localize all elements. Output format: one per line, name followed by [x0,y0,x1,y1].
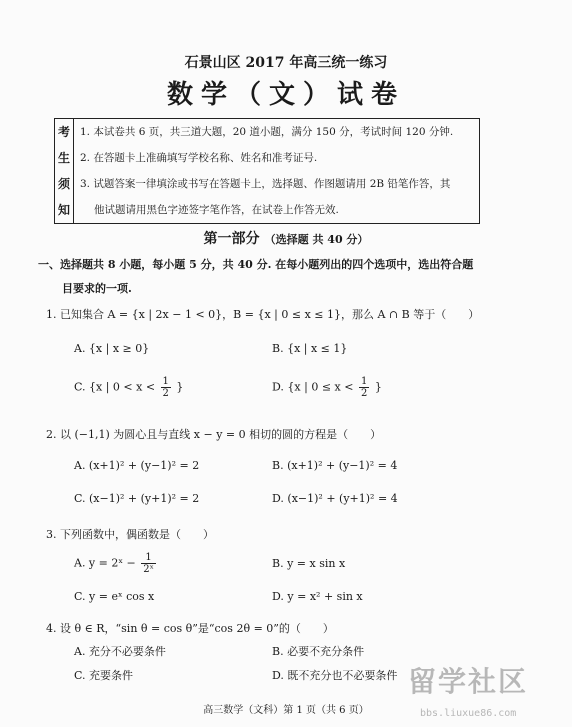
exam-subtitle: 石景山区 2017 年高三统一练习 [184,55,388,71]
option-text: } [374,380,382,394]
question-2-option-d: D. (x−1)² + (y+1)² = 4 [272,492,398,505]
notice-item: 1. 本试卷共 6 页，共三道大题，20 道小题，满分 150 分，考试时间 120 分钟. [80,126,454,138]
fraction-denominator: 2 [162,388,169,399]
fraction-denominator: 2 [360,388,368,399]
question-3-option-d: D. y = x² + sin x [272,590,363,603]
question-2-stem: 2. 以 (−1,1) 为圆心且与直线 x − y = 0 相切的圆的方程是（ ） [46,428,382,441]
notice-label-char: 考 [57,125,70,139]
exam-notice-box [54,118,480,224]
notice-label-char: 知 [57,203,70,217]
notice-item: 2. 在答题卡上准确填写学校名称、姓名和准考证号. [80,152,318,164]
question-3-option-a [74,552,158,575]
notice-item: 他试题请用黑色字迹签字笔作答，在试卷上作答无效. [94,204,339,216]
fraction-numerator: 1 [360,376,368,387]
question-1-stem: 1. 已知集合 A = {x | 2x − 1 < 0}，B = {x | 0 ≤ x ≤ 1}，那么 A ∩ B 等于（ ） [46,308,480,321]
question-2-option-c: C. (x−1)² + (y+1)² = 2 [74,492,200,505]
option-text: } [176,380,184,394]
section-heading-note: （选择题 共 40 分） [264,233,369,246]
question-1-option-a: A. {x | x ≥ 0} [74,342,150,355]
question-4-option-b: B. 必要不充分条件 [272,645,365,658]
question-4-option-a: A. 充分不必要条件 [74,645,166,658]
option-text: A. y = 2ˣ − [74,556,136,570]
section-instruction-cont: 目要求的一项. [62,282,132,295]
notice-items [74,119,480,224]
fraction-numerator: 1 [141,552,156,564]
exam-title: 数学（文）试卷 [166,80,405,110]
question-1-option-b: B. {x | x ≤ 1} [272,342,348,355]
question-1-option-d [272,376,382,399]
question-1-option-c [74,376,183,399]
option-text: C. {x | 0 < x < [74,380,156,394]
question-4-option-d: D. 既不充分也不必要条件 [272,669,398,682]
question-2-option-a: A. (x+1)² + (y−1)² = 2 [74,459,200,472]
question-3-option-b: B. y = x sin x [272,557,346,570]
notice-label-char: 生 [57,151,70,165]
section-heading-main: 第一部分 [203,231,260,247]
option-text: D. {x | 0 ≤ x < [272,380,354,394]
watermark-url: bbs.liuxue86.com [420,708,517,719]
fraction [161,376,171,399]
fraction-denominator: 2ˣ [143,564,154,575]
notice-label [55,119,74,224]
section-instruction: 一、选择题共 8 小题，每小题 5 分，共 40 分. 在每小题列出的四个选项中，选出符合题 [38,258,474,271]
notice-label-char: 须 [57,177,70,191]
fraction [359,376,369,399]
question-3-stem: 3. 下列函数中，偶函数是（ ） [46,528,214,541]
fraction [141,552,156,575]
watermark-logo-text: 留学社区 [408,665,529,698]
page-footer: 高三数学（文科）第 1 页（共 6 页） [203,705,369,716]
section-heading [0,228,572,248]
question-4-stem: 4. 设 θ ∈ R，“sin θ = cos θ”是“cos 2θ = 0”的（ ） [46,622,334,635]
question-4-option-c: C. 充要条件 [74,669,134,682]
question-3-option-c: C. y = eˣ cos x [74,590,155,603]
fraction-numerator: 1 [162,376,169,387]
question-2-option-b: B. (x+1)² + (y−1)² = 4 [272,459,398,472]
notice-item: 3. 试题答案一律填涂或书写在答题卡上，选择题、作图题请用 2B 铅笔作答，其 [80,178,451,190]
